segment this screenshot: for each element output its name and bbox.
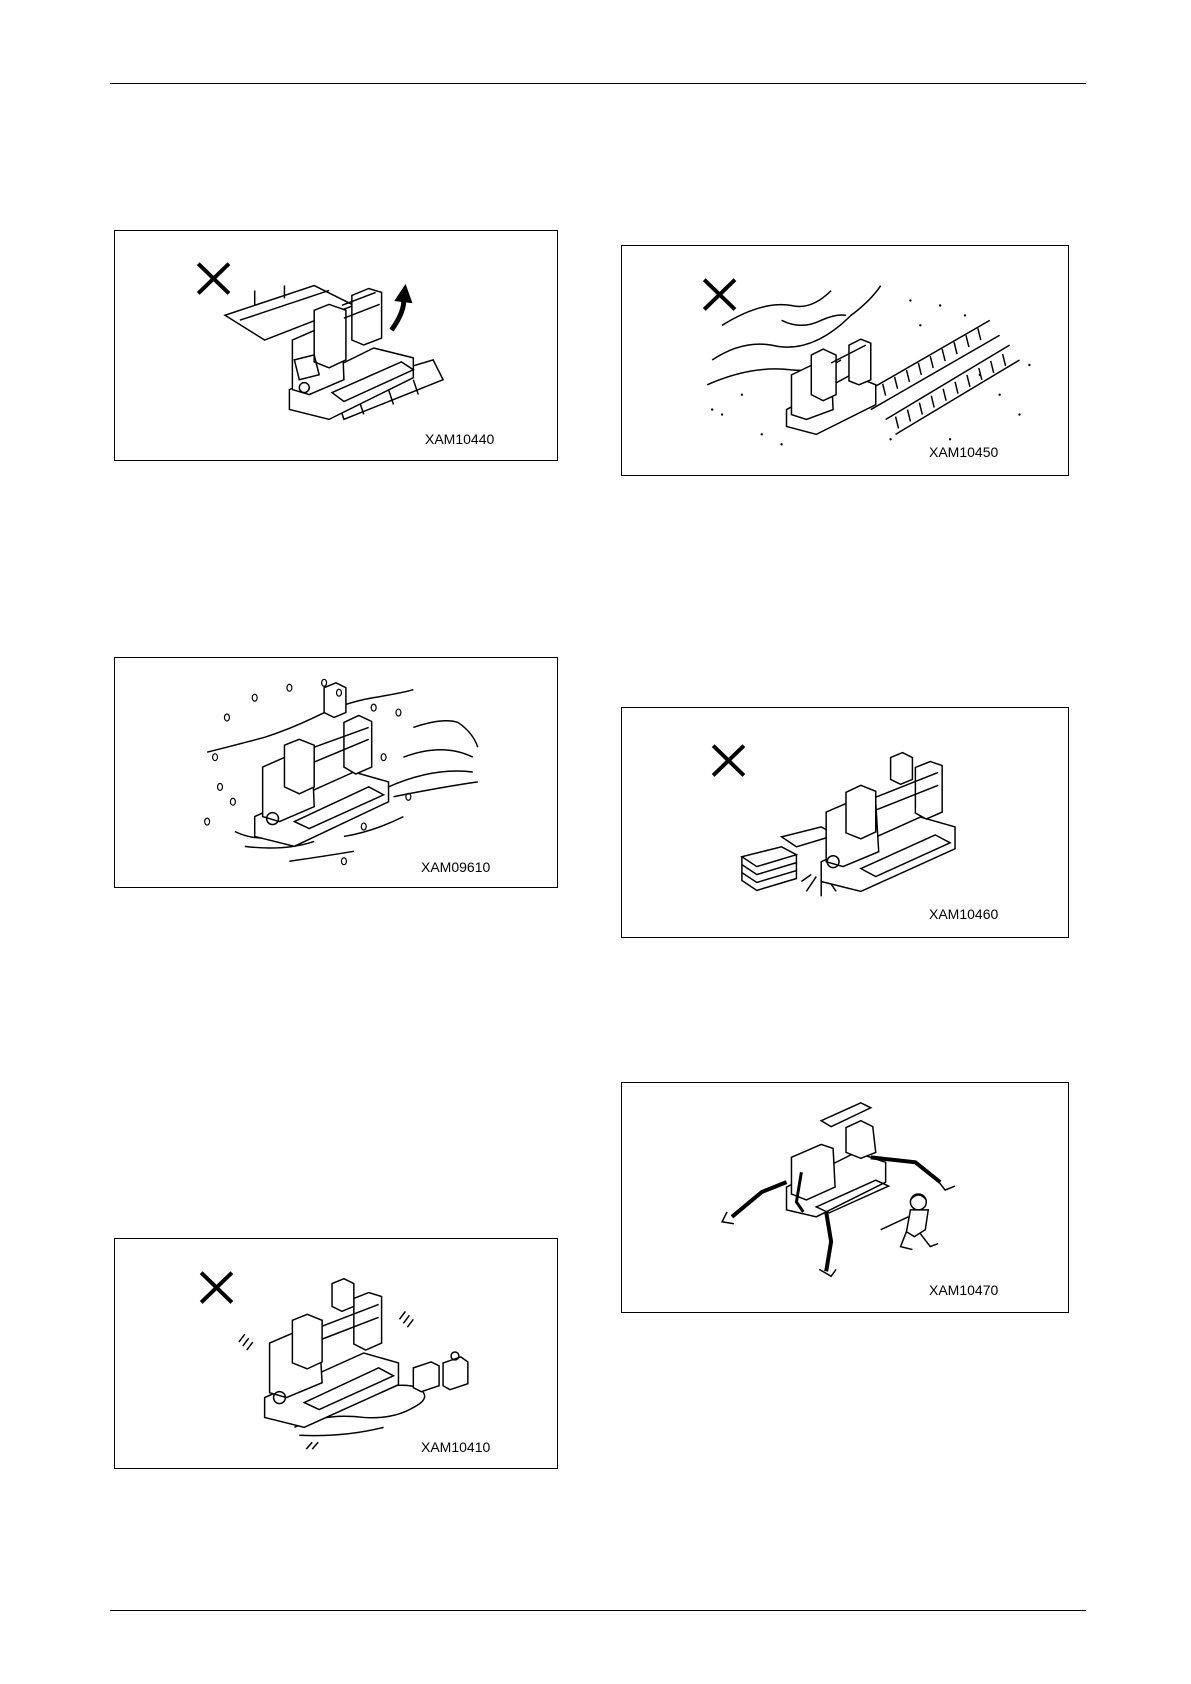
header-rule: [110, 83, 1086, 84]
figure-xam10410: [114, 1238, 558, 1469]
figure-code: XAM10460: [929, 906, 999, 922]
footer-rule: [110, 1610, 1086, 1611]
x-mark-icon: [198, 264, 229, 294]
worker-icon: [881, 1194, 938, 1250]
crawler-crane-icon: [787, 1103, 889, 1217]
crawler-crane-icon: [255, 683, 389, 847]
figure-illustration: [115, 1239, 557, 1468]
figure-code: XAM10470: [929, 1282, 999, 1298]
crawler-crane-icon: [787, 339, 876, 434]
figure-xam09610: [114, 657, 558, 888]
figure-xam10470: [621, 1082, 1069, 1313]
x-mark-icon: [704, 280, 735, 310]
figure-code: XAM10450: [929, 444, 999, 460]
figure-illustration: [622, 708, 1068, 937]
figure-code: XAM10440: [425, 431, 495, 447]
figure-illustration: [115, 231, 557, 460]
figure-illustration: [622, 1083, 1068, 1312]
figure-illustration: [622, 246, 1068, 475]
x-mark-icon: [713, 746, 744, 776]
figure-code: XAM09610: [421, 859, 491, 875]
figure-xam10440: [114, 230, 558, 461]
x-mark-icon: [201, 1273, 232, 1303]
figure-xam10450: [621, 245, 1069, 476]
figure-code: XAM10410: [421, 1439, 491, 1455]
crawler-crane-icon: [265, 1279, 399, 1428]
figure-illustration: [115, 658, 557, 887]
figure-xam10460: [621, 707, 1069, 938]
crawler-crane-icon: [821, 753, 955, 892]
